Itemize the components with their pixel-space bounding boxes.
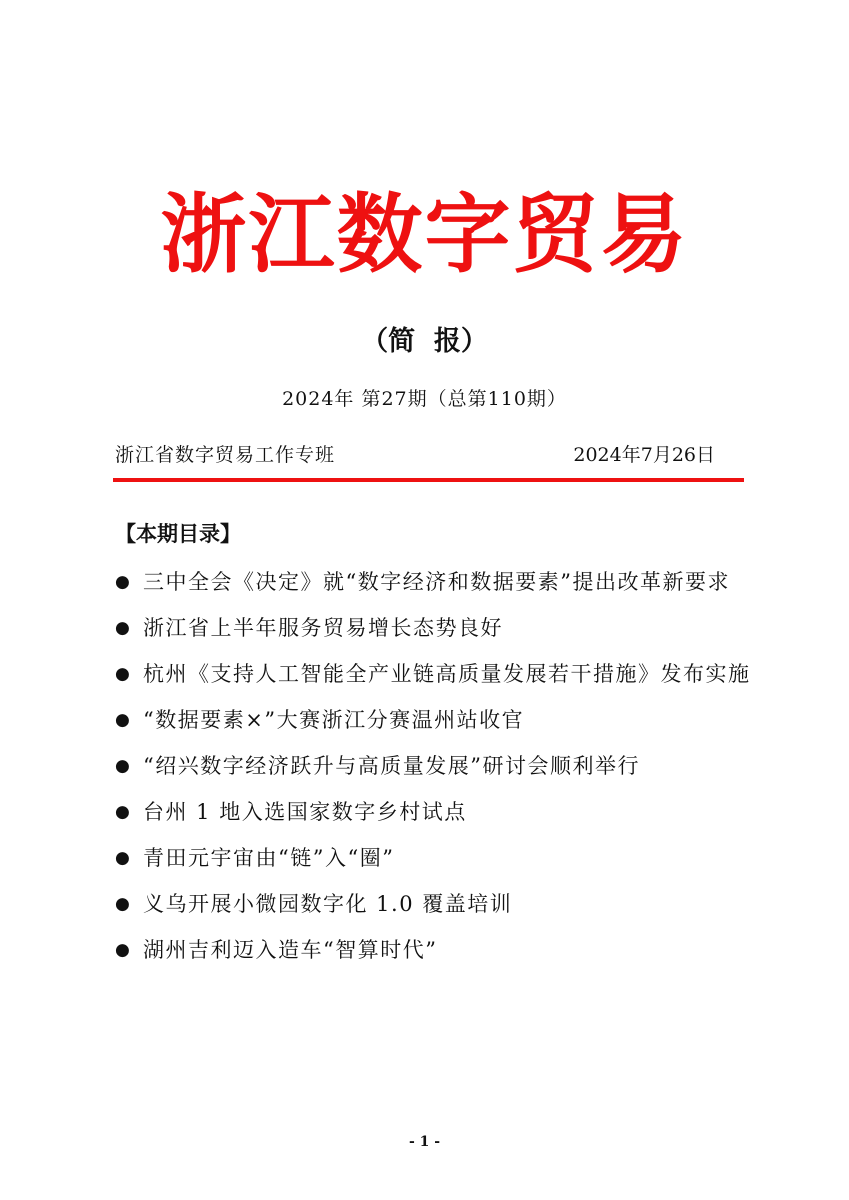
toc-list	[113, 560, 753, 974]
bullet-icon: ●	[115, 710, 132, 730]
toc-item	[113, 836, 753, 881]
toc-heading: 【本期目录】	[115, 522, 241, 546]
toc-item-label: “绍兴数字经济跃升与高质量发展”研讨会顺利举行	[143, 754, 640, 778]
toc-item-label: 浙江省上半年服务贸易增长态势良好	[143, 616, 503, 640]
toc-item	[113, 606, 753, 651]
toc-item	[113, 744, 753, 789]
masthead-title: 浙江数字贸易	[160, 185, 689, 285]
toc-item	[113, 928, 753, 973]
toc-item	[113, 882, 753, 927]
bullet-icon: ●	[115, 572, 132, 592]
bullet-icon: ●	[115, 664, 132, 684]
bullet-icon: ●	[115, 802, 132, 822]
bullet-icon: ●	[115, 848, 132, 868]
publication-date: 2024年7月26日	[573, 444, 715, 466]
toc-item-label: 湖州吉利迈入造车“智算时代”	[143, 938, 438, 962]
publisher: 浙江省数字贸易工作专班	[115, 444, 336, 466]
toc-item	[113, 560, 753, 605]
bullet-icon: ●	[115, 940, 132, 960]
toc-item-label: 杭州《支持人工智能全产业链高质量发展若干措施》发布实施	[143, 662, 751, 686]
bullet-icon: ●	[115, 894, 132, 914]
toc-item-label: 青田元宇宙由“链”入“圈”	[143, 846, 395, 870]
toc-item-label: 三中全会《决定》就“数字经济和数据要素”提出改革新要求	[143, 570, 730, 594]
toc-item	[113, 790, 753, 835]
bullet-icon: ●	[115, 618, 132, 638]
toc-item	[113, 698, 753, 743]
masthead-subtitle: （简 报）	[361, 326, 488, 357]
toc-item-label: 台州 1 地入选国家数字乡村试点	[143, 800, 467, 824]
toc-item-label: 义乌开展小微园数字化 1.0 覆盖培训	[143, 892, 513, 916]
bullet-icon: ●	[115, 756, 132, 776]
toc-item	[113, 652, 753, 697]
toc-item-label: “数据要素×”大赛浙江分赛温州站收官	[143, 708, 525, 732]
red-divider	[113, 478, 744, 482]
page-number: - 1 -	[408, 1134, 441, 1150]
issue-number: 2024年 第27期（总第110期）	[282, 388, 567, 410]
